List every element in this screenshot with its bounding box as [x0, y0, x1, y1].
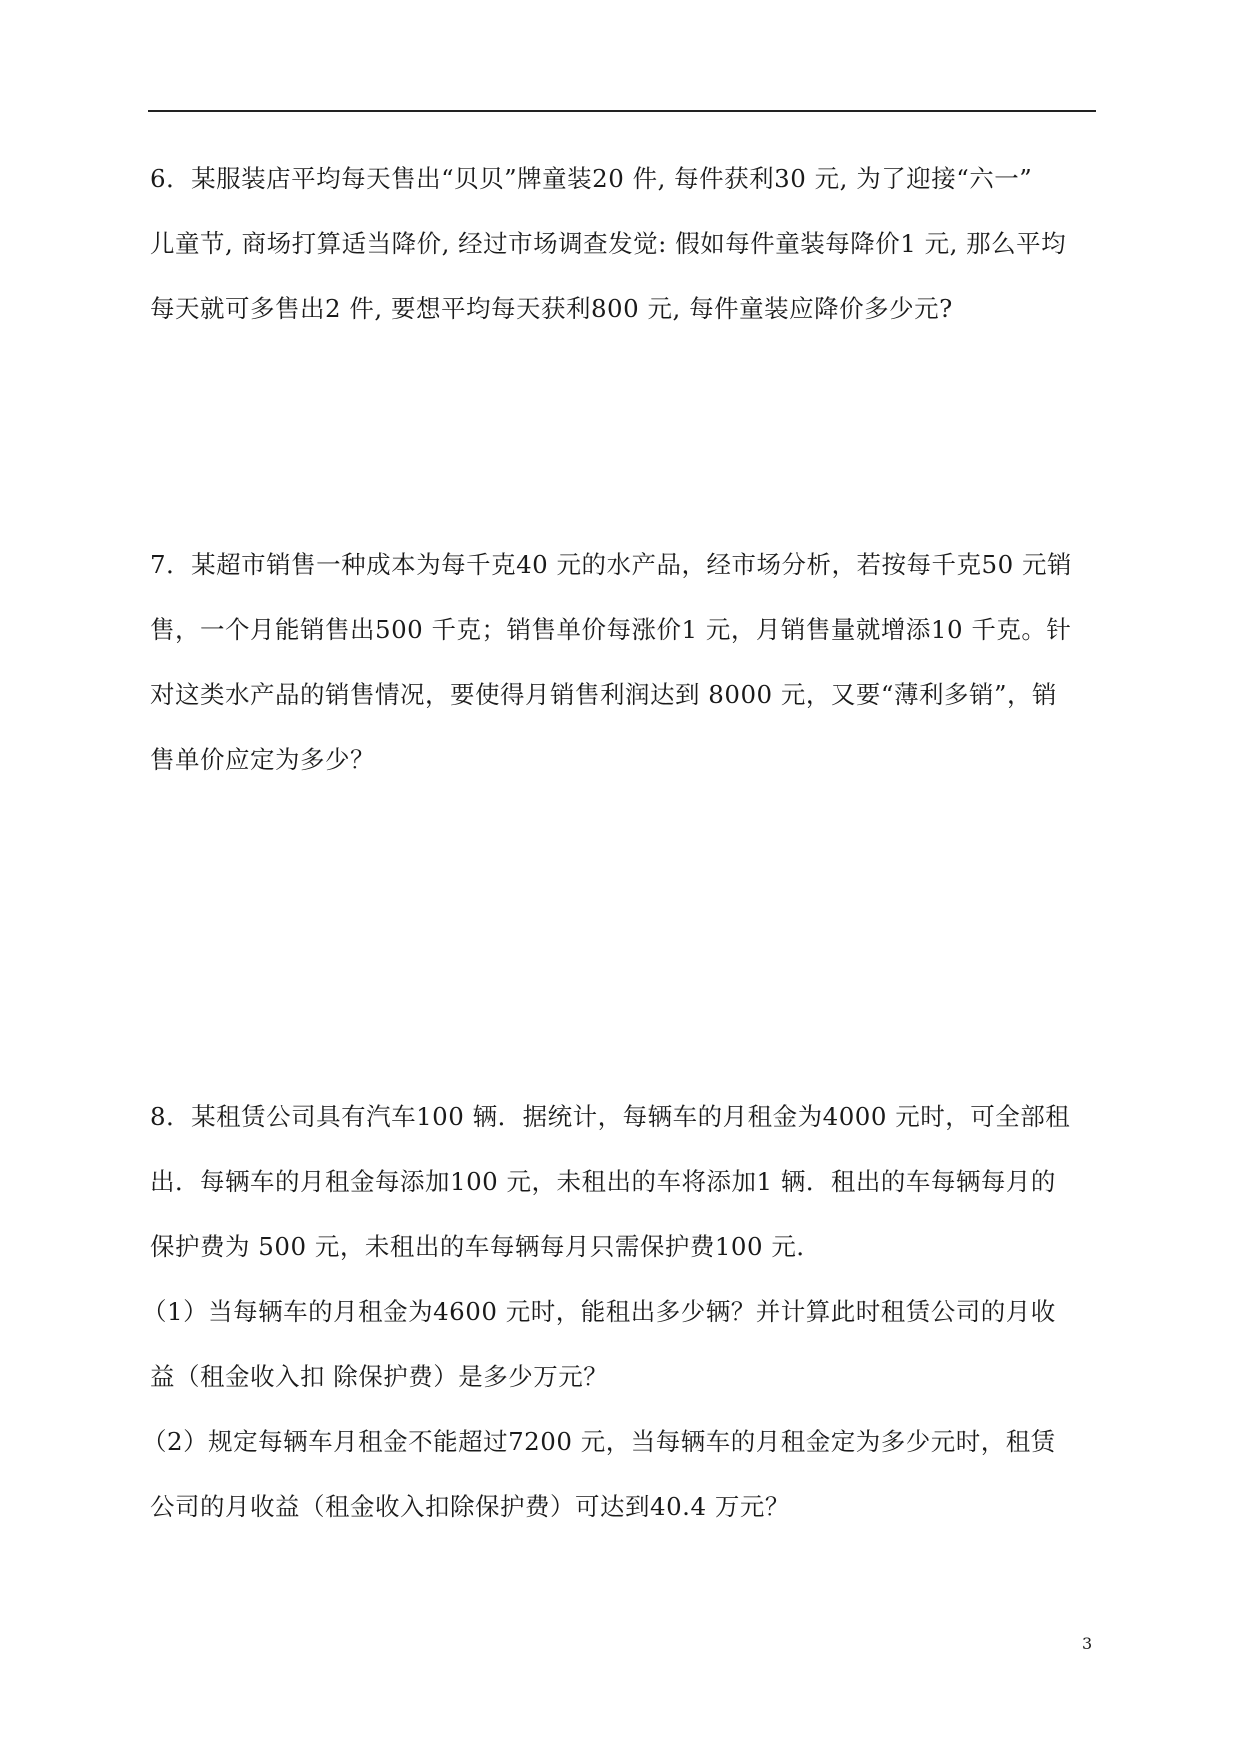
question-8-line-2: 出．每辆车的月租金每添加100 元，未租出的车将添加1 辆．租出的车每辆每月的 — [150, 1167, 1056, 1196]
question-7-line-3: 对这类水产品的销售情况，要使得月销售利润达到 8000 元，又要“薄利多销”，销 — [150, 680, 1057, 709]
question-6-line-2: 儿童节, 商场打算适当降价, 经过市场调查发觉: 假如每件童装每降价1 元, 那么平均 — [150, 229, 1067, 258]
question-7-line-2: 售，一个月能销售出500 千克；销售单价每涨价1 元，月销售量就增添10 千克。针 — [150, 615, 1072, 644]
question-8-line-3: 保护费为 500 元，未租出的车每辆每月只需保护费100 元． — [150, 1232, 822, 1261]
question-8-line-1: 8．某租赁公司具有汽车100 辆．据统计，每辆车的月租金为4000 元时，可全部租 — [150, 1102, 1071, 1131]
header-divider — [148, 110, 1096, 112]
question-8-part-1-line-2: 益（租金收入扣 除保护费）是多少万元？ — [150, 1362, 609, 1391]
question-6-line-3: 每天就可多售出2 件, 要想平均每天获利800 元, 每件童装应降价多少元? — [150, 294, 953, 323]
question-7-line-1: 7．某超市销售一种成本为每千克40 元的水产品，经市场分析，若按每千克50 元销 — [150, 550, 1073, 579]
page-number: 3 — [1082, 1634, 1093, 1653]
question-6-line-1: 6．某服装店平均每天售出“贝贝”牌童装20 件, 每件获利30 元, 为了迎接“六一” — [150, 164, 1033, 193]
question-8-part-2-line-2: 公司的月收益（租金收入扣除保护费）可达到40.4 万元？ — [150, 1492, 790, 1521]
question-8-part-2-line-1: （2）规定每辆车月租金不能超过7200 元，当每辆车的月租金定为多少元时，租赁 — [142, 1427, 1056, 1456]
question-7-line-4: 售单价应定为多少？ — [150, 745, 375, 774]
question-8-part-1-line-1: （1）当每辆车的月租金为4600 元时，能租出多少辆？并计算此时租赁公司的月收 — [142, 1297, 1056, 1326]
